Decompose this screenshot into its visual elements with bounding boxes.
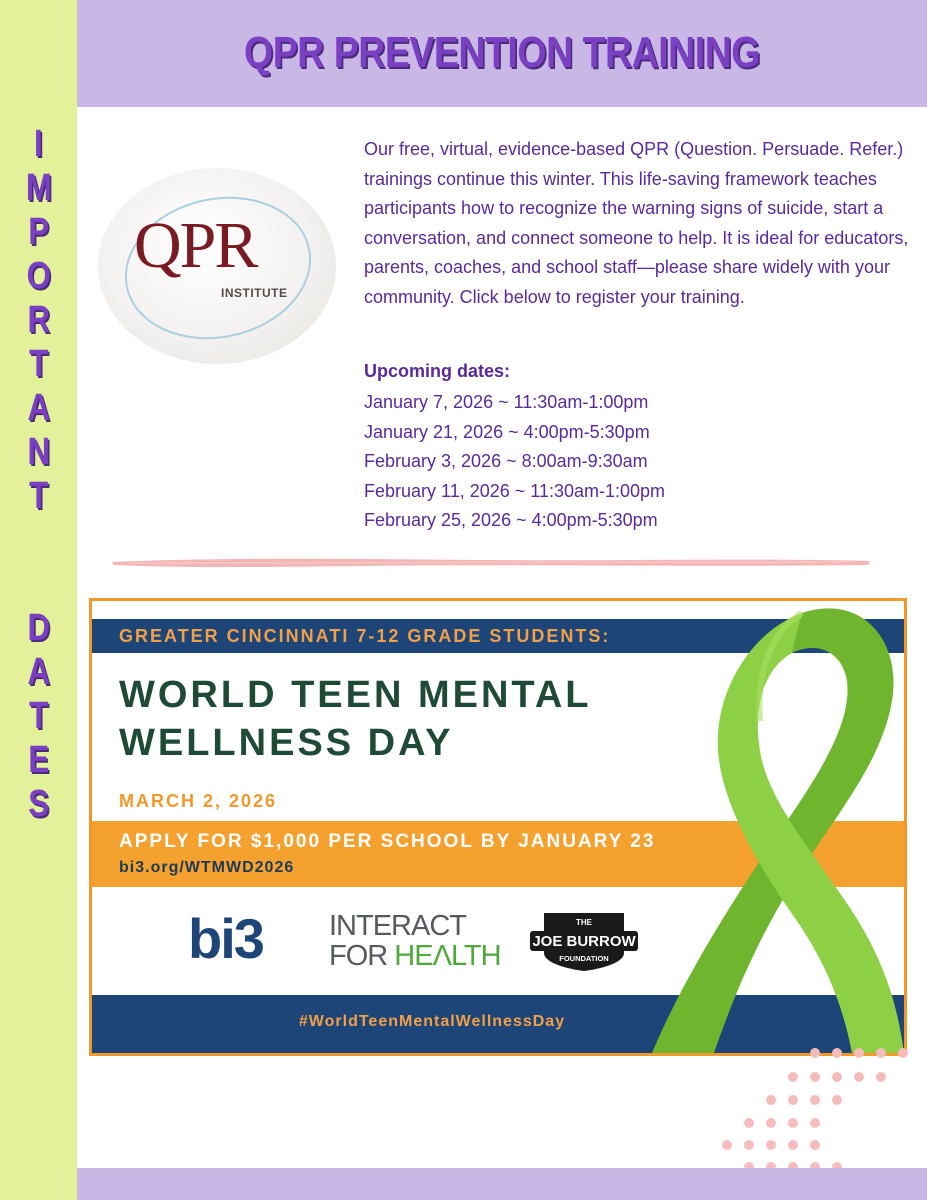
jb-name: JOE BURROW [532, 933, 636, 950]
flyer-url[interactable]: bi3.org/WTMWD2026 [119, 859, 295, 876]
flyer-apply-text: APPLY FOR $1,000 PER SCHOOL BY JANUARY 23 [119, 831, 656, 852]
bi3-logo: bi3 [188, 907, 263, 970]
side-letter: A [27, 387, 50, 429]
side-letter: E [28, 739, 49, 781]
side-letter: R [27, 299, 50, 341]
joe-burrow-foundation-logo [530, 909, 638, 973]
side-letter: T [28, 475, 49, 517]
date-item: January 21, 2026 ~ 4:00pm-5:30pm [364, 421, 650, 442]
date-item: February 25, 2026 ~ 4:00pm-5:30pm [364, 510, 658, 530]
interact-logo-line: INTERACT [329, 910, 466, 942]
side-letter: S [28, 783, 49, 825]
side-letter: D [27, 607, 50, 649]
header-band [77, 0, 927, 107]
interact-for: FOR [329, 940, 395, 972]
qpr-institute-logo [98, 168, 336, 364]
side-letter: I [34, 123, 43, 165]
green-ribbon-icon [652, 601, 904, 1053]
flyer-hashtag: #WorldTeenMentalWellnessDay [298, 1013, 566, 1030]
logo-subtitle: INSTITUTE [221, 286, 288, 300]
interact-health: HEΛLTH [394, 940, 501, 972]
side-letter: N [27, 431, 50, 473]
flyer-title-line: WORLD TEEN MENTAL [119, 674, 592, 716]
date-item: January 7, 2026 ~ 11:30am-1:00pm [364, 392, 649, 412]
intro-paragraph: Our free, virtual, evidence-based QPR (Question. Persuade. Refer.) trainings continue this winter. This life-saving framework teaches participants how to recognize the warning signs of suicide, start a conversation, and connect someone to help. It is ideal for educators, parents, coaches, and school staff—please share widely with your community. Click below to register your training. [364, 139, 909, 307]
date-item: February 3, 2026 ~ 8:00am-9:30am [364, 451, 648, 471]
side-letter: M [25, 167, 52, 209]
side-letter: P [28, 211, 49, 253]
side-letter: T [28, 343, 49, 385]
interact-logo-line [329, 941, 509, 971]
page-title: QPR PREVENTION TRAINING [244, 28, 760, 77]
side-heading-important-dates [0, 122, 77, 1082]
interact-for-health-logo [329, 911, 509, 971]
wtmwd-flyer[interactable] [89, 598, 907, 1056]
jb-the: THE [576, 918, 592, 927]
brush-divider [110, 555, 872, 569]
upcoming-dates-list [364, 388, 864, 536]
upcoming-dates-heading: Upcoming dates: [364, 361, 511, 381]
jb-foundation: FOUNDATION [559, 954, 609, 963]
flyer-title-line: WELLNESS DAY [119, 722, 454, 764]
side-letter: A [27, 651, 50, 693]
flyer-date: MARCH 2, 2026 [119, 791, 278, 811]
side-letter: O [26, 255, 51, 297]
flyer-audience: GREATER CINCINNATI 7-12 GRADE STUDENTS: [119, 626, 611, 646]
logo-mark: QPR [134, 209, 257, 282]
footer-band [77, 1168, 927, 1200]
date-item: February 11, 2026 ~ 11:30am-1:00pm [364, 480, 666, 501]
side-letter: T [28, 695, 49, 737]
